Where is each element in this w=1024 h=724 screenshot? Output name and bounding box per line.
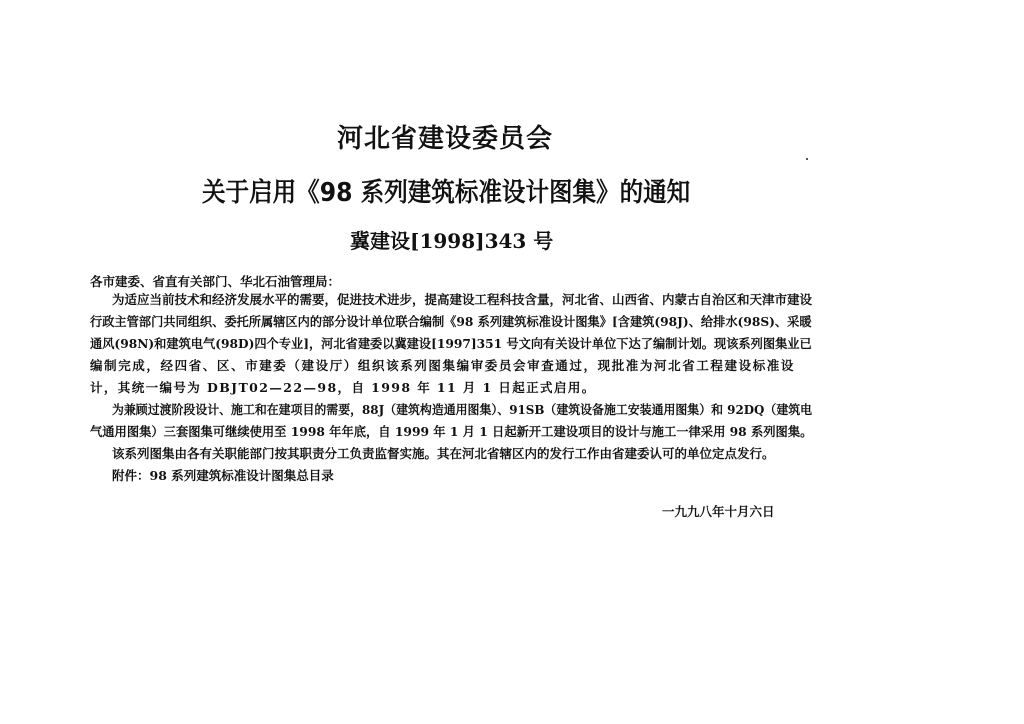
body-line: 为适应当前技术和经济发展水平的需要，促进技术进步，提高建设工程科技含量，河北省、山西省、内蒙古自治区和天津市建设 xyxy=(112,292,813,307)
addressee-line: 各市建委、省直有关部门、华北石油管理局： xyxy=(90,274,341,289)
document-date: 一九九八年十月六日 xyxy=(662,504,775,519)
body-line: 气通用图集）三套图集可继续使用至 1998 年年底，自 1999 年 1 月 1 日起新开工建设项目的设计与施工一律采用 98 系列图集。 xyxy=(90,424,813,439)
attachment-line: 附件：98 系列建筑标准设计图集总目录 xyxy=(112,468,334,483)
document-title-subject: 关于启用《98 系列建筑标准设计图集》的通知 xyxy=(202,178,691,208)
body-line: 通风(98N)和建筑电气(98D)四个专业]，河北省建委以冀建设[1997]351 号文向有关设计单位下达了编制计划。现该系列图集业已 xyxy=(90,336,812,351)
document-number: 冀建设[1998]343 号 xyxy=(350,229,554,253)
body-line: 编制完成，经四省、区、市建委（建设厅）组织该系列图集编审委员会审查通过，现批准为河北省工程建设标准设 xyxy=(90,358,796,373)
body-line: 为兼顾过渡阶段设计、施工和在建项目的需要，88J（建筑构造通用图集）、91SB（建筑设备施工安装通用图集）和 92DQ（建筑电 xyxy=(112,402,813,417)
document-title-issuer: 河北省建设委员会 xyxy=(336,124,553,154)
scan-speck xyxy=(806,158,808,160)
body-line: 行政主管部门共同组织、委托所属辖区内的部分设计单位联合编制《98 系列建筑标准设计图集》[含建筑(98J)、给排水(98S)、采暖 xyxy=(90,314,812,329)
body-line: 计，其统一编号为 DBJT02—22—98，自 1998 年 11 月 1 日起正式启用。 xyxy=(90,380,596,395)
body-line: 该系列图集由各有关职能部门按其职责分工负责监督实施。其在河北省辖区内的发行工作由省建委认可的单位定点发行。 xyxy=(112,446,775,461)
